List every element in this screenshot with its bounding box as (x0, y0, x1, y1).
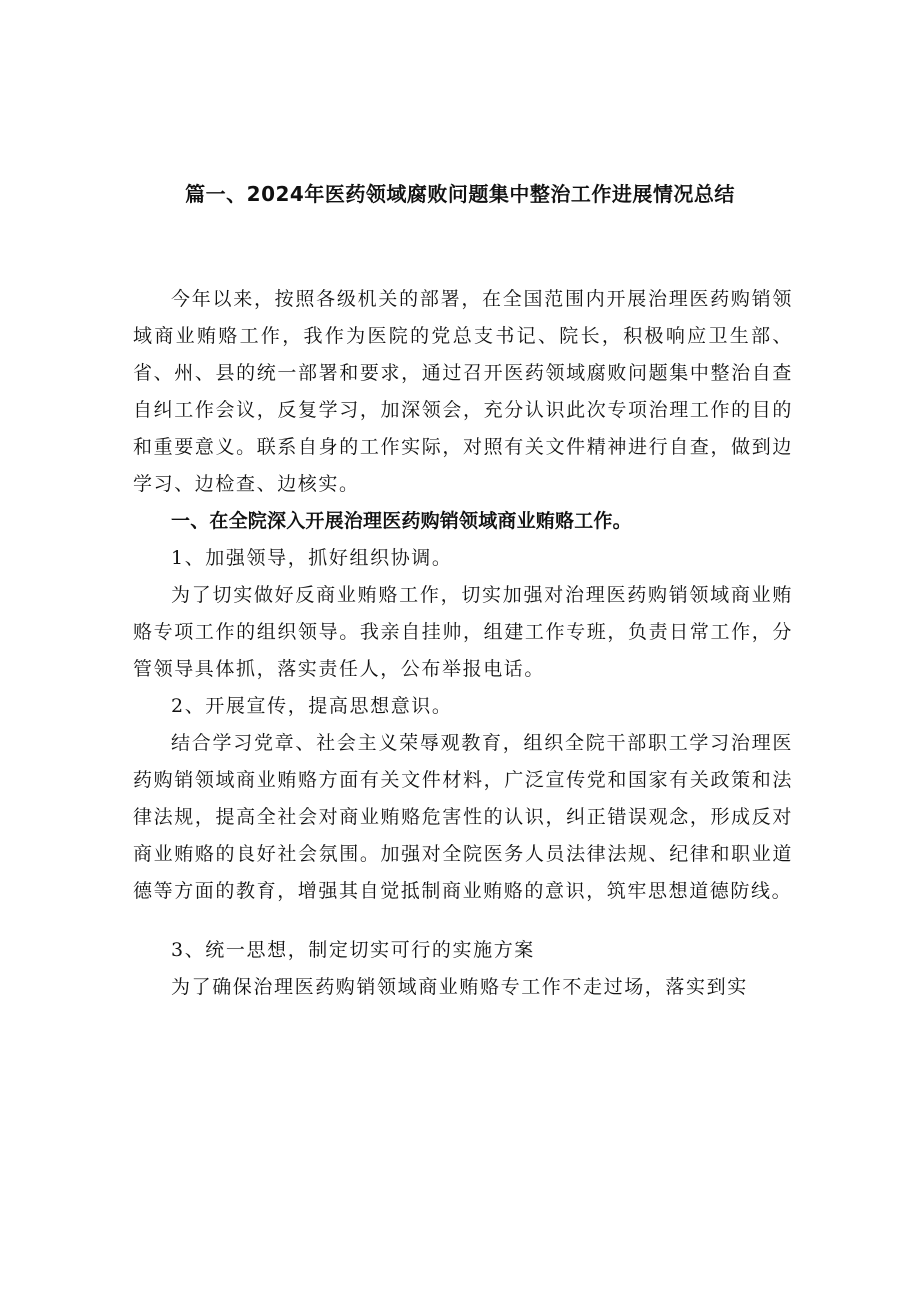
body-paragraph-1: 为了切实做好反商业贿赂工作，切实加强对治理医药购销领域商业贿赂专项工作的组织领导。我亲自挂帅，组建工作专班，负责日常工作，分管领导具体抓，落实责任人，公布举报电话。 (133, 584, 793, 680)
body-paragraph-2: 结合学习党章、社会主义荣辱观教育，组织全院干部职工学习治理医药购销领域商业贿赂方面有关文件材料，广泛宣传党和国家有关政策和法律法规，提高全社会对商业贿赂危害性的认识，纠正错误观念，形成反对商业贿赂的良好社会氛围。加强对全院医务人员法律法规、纪律和职业道德等方面的教育，增强其自觉抵制商业贿赂的意识，筑牢思想道德防线。 (133, 732, 793, 902)
subsection-heading-1: 1、加强领导，抓好组织协调。 (171, 547, 453, 569)
section-heading-1: 一、在全院深入开展治理医药购销领域商业贿赂工作。 (171, 510, 632, 532)
intro-paragraph: 今年以来，按照各级机关的部署，在全国范围内开展治理医药购销领域商业贿赂工作，我作为医院的党总支书记、院长，积极响应卫生部、省、州、县的统一部署和要求，通过召开医药领域腐败问题集中整治自查自纠工作会议，反复学习，加深领会，充分认识此次专项治理工作的目的和重要意义。联系自身的工作实际，对照有关文件精神进行自查，做到边学习、边检查、边核实。 (133, 288, 793, 495)
subsection-heading-3: 3、统一思想，制定切实可行的实施方案 (171, 939, 535, 961)
document-title: 篇一、2024年医药领域腐败问题集中整治工作进展情况总结 (185, 182, 735, 206)
subsection-heading-2: 2、开展宣传，提高思想意识。 (171, 695, 453, 717)
body-paragraph-3: 为了确保治理医药购销领域商业贿赂专工作不走过场，落实到实 (171, 976, 748, 998)
document-body (133, 281, 793, 1006)
